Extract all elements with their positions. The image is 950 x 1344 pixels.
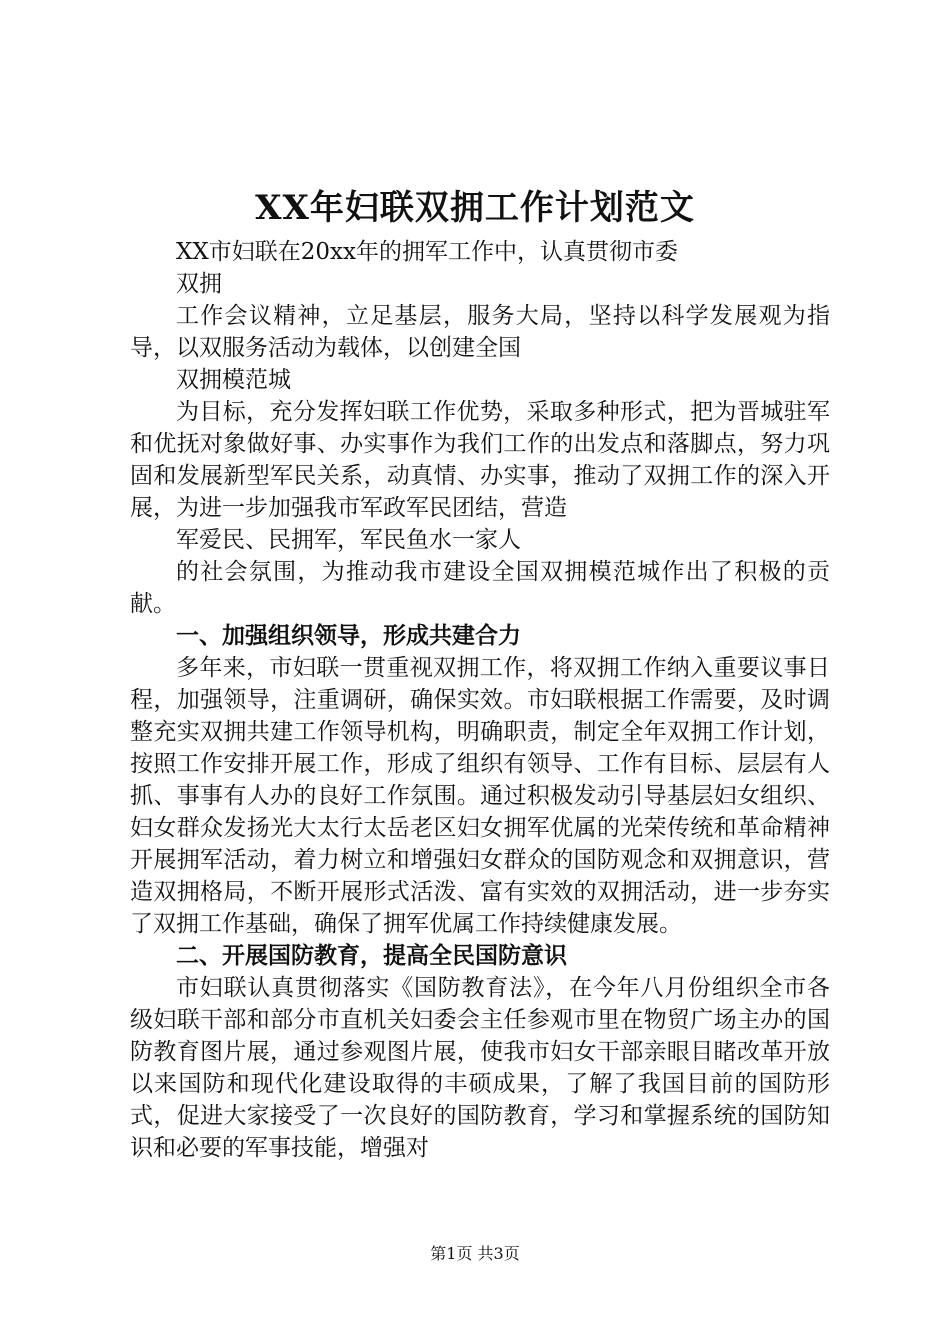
paragraph: 多年来，市妇联一贯重视双拥工作，将双拥工作纳入重要议事日程，加强领导，注重调研，确保实效。市妇联根据工作需要，及时调整充实双拥共建工作领导机构，明确职责，制定全年双拥工作计划，按照工作安排开展工作，形成了组织有领导、工作有目标、层层有人抓、事事有人办的良好工作氛围。通过积极发动引导基层妇女组织、妇女群众发扬光大太行太岳老区妇女拥军优属的光荣传统和革命精神开展拥军活动，着力树立和增强妇女群众的国防观念和双拥意识，营造双拥格局，不断开展形式活泼、富有实效的双拥活动，进一步夯实了双拥工作基础，确保了拥军优属工作持续健康发展。 (130, 655, 830, 937)
paragraph: 的社会氛围，为推动我市建设全国双拥模范城作出了积极的贡献。 (130, 559, 830, 617)
paragraph: 为目标，充分发挥妇联工作优势，采取多种形式，把为晋城驻军和优抚对象做好事、办实事作为我们工作的出发点和落脚点，努力巩固和发展新型军民关系，动真情、办实事，推动了双拥工作的深入开展，为进一步加强我市军政军民团结，营造 (130, 399, 830, 521)
paragraph: 双拥模范城 (176, 367, 291, 393)
section-heading: 一、加强组织领导，形成共建合力 (176, 622, 521, 649)
page-footer: 第1页 共3页 (430, 1244, 520, 1263)
paragraph: 工作会议精神，立足基层，服务大局，坚持以科学发展观为指导，以双服务活动为载体，以创建全国 (130, 303, 830, 361)
title-spacer (130, 206, 830, 236)
paragraph: 双拥 (176, 271, 222, 297)
paragraph: 军爱民、民拥军，军民鱼水一家人 (176, 527, 521, 553)
document-title: XX年妇联双拥工作计划范文 (255, 188, 695, 228)
section-heading: 二、开展国防教育，提高全民国防意识 (176, 942, 567, 969)
paragraph: XX市妇联在20xx年的拥军工作中，认真贯彻市委 (176, 239, 678, 265)
document-body (130, 206, 830, 1164)
paragraph: 市妇联认真贯彻落实《国防教育法》，在今年八月份组织全市各级妇联干部和部分市直机关妇委会主任参观市里在物贸广场主办的国防教育图片展，通过参观图片展，使我市妇女干部亲眼目睹改革开放以来国防和现代化建设取得的丰硕成果，了解了我国目前的国防形式，促进大家接受了一次良好的国防教育，学习和掌握系统的国防知识和必要的军事技能，增强对 (130, 975, 830, 1161)
